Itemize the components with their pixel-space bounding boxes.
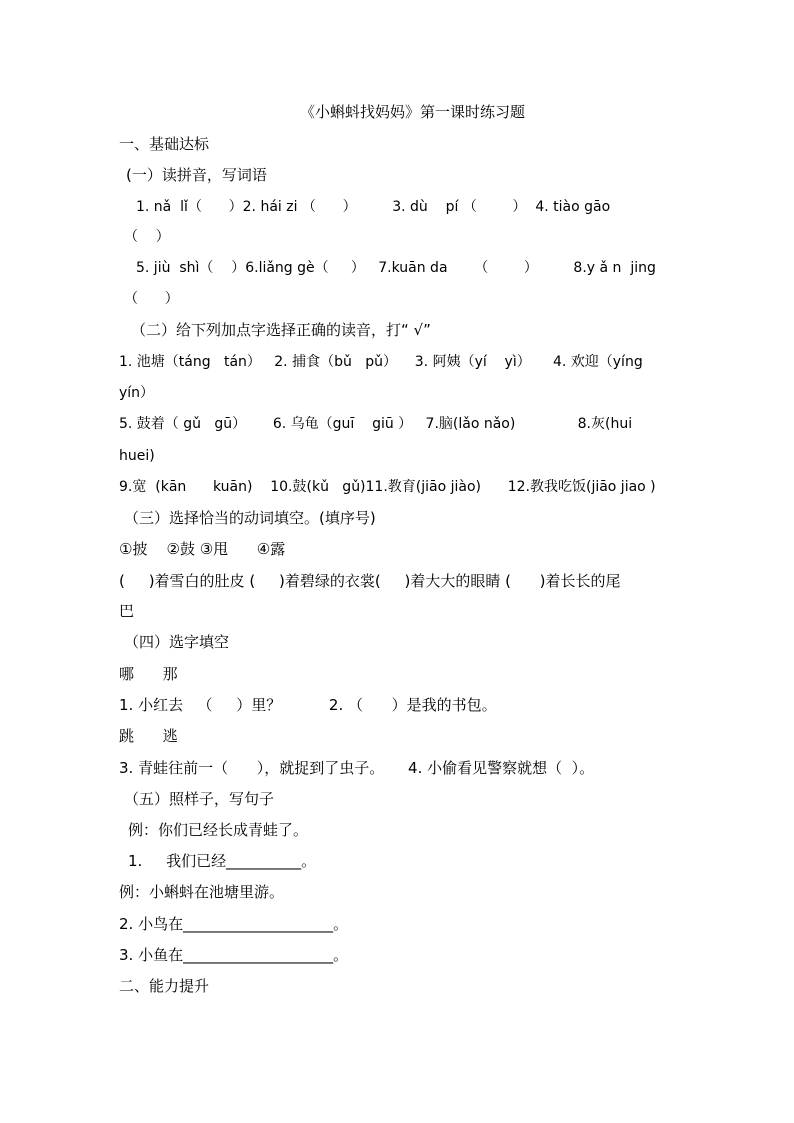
section-heading-basic: 一、基础达标 [119, 135, 210, 153]
pinyin-row-2: 5. jiù shì（ ）6.liǎng gè（ ） 7.kuān da （ ） 8.y ǎ n jing [136, 260, 656, 276]
section-heading-ability: 二、能力提升 [119, 977, 210, 995]
part4-heading: （四）选字填空 [124, 633, 230, 651]
part3-heading: （三）选择恰当的动词填空。(填序号) [124, 509, 376, 527]
pinyin-row-1-continued: （ ） [124, 229, 170, 245]
pronunciation-row-1-continued: yín） [119, 385, 155, 401]
part2-heading: （二）给下列加点字选择正确的读音，打“ √” [131, 321, 431, 339]
sentence-example-1: 例：你们已经长成青蛙了。 [128, 821, 309, 839]
pronunciation-row-3: 9.宽 (kān kuān) 10.鼓(kǔ gǔ)11.教育(jiāo jiào) 12.教我吃饭(jiāo jiao ) [119, 479, 656, 495]
sentence-question-3: 3. 小鱼在____________________。 [119, 946, 349, 964]
sentence-question-2: 2. 小鸟在____________________。 [119, 915, 349, 933]
verb-sentence: ( )着雪白的肚皮 ( )着碧绿的衣裳( )着大大的眼睛 ( )着长长的尾 [119, 572, 621, 590]
pinyin-row-1: 1. nǎ lǐ（ ）2. hái zi （ ） 3. dù pí （ ） 4. tiào gāo [136, 199, 611, 215]
pronunciation-row-2: 5. 鼓着（ gǔ gū） 6. 乌龟（guī giū ） 7.脑(lǎo nǎo) 8.灰(hui [119, 416, 633, 432]
sentence-question-1: 1. 我们已经__________。 [128, 852, 317, 870]
page-title: 《小蝌蚪找妈妈》第一课时练习题 [300, 103, 526, 121]
pronunciation-row-1: 1. 池塘（táng tán） 2. 捕食（bǔ pǔ） 3. 阿姨（yí yì） 4. 欢迎（yíng [119, 354, 643, 370]
part5-heading: （五）照样子，写句子 [124, 790, 275, 808]
sentence-example-2: 例：小蝌蚪在池塘里游。 [119, 883, 285, 901]
char-pair-1: 哪 那 [119, 665, 178, 683]
pinyin-row-2-continued: （ ） [124, 291, 179, 307]
part1-heading: (一）读拼音，写词语 [126, 166, 267, 184]
pronunciation-row-2-continued: huei) [119, 448, 155, 464]
verb-sentence-continued: 巴 [119, 602, 135, 620]
verb-options: ①披 ②鼓 ③甩 ④露 [119, 540, 286, 558]
char-pair-2: 跳 逃 [119, 727, 178, 745]
char-question-1: 1. 小红去 （ ）里？ 2. （ ）是我的书包。 [119, 696, 497, 714]
char-question-2: 3. 青蛙往前一（ ），就捉到了虫子。 4. 小偷看见警察就想（ ）。 [119, 759, 595, 777]
